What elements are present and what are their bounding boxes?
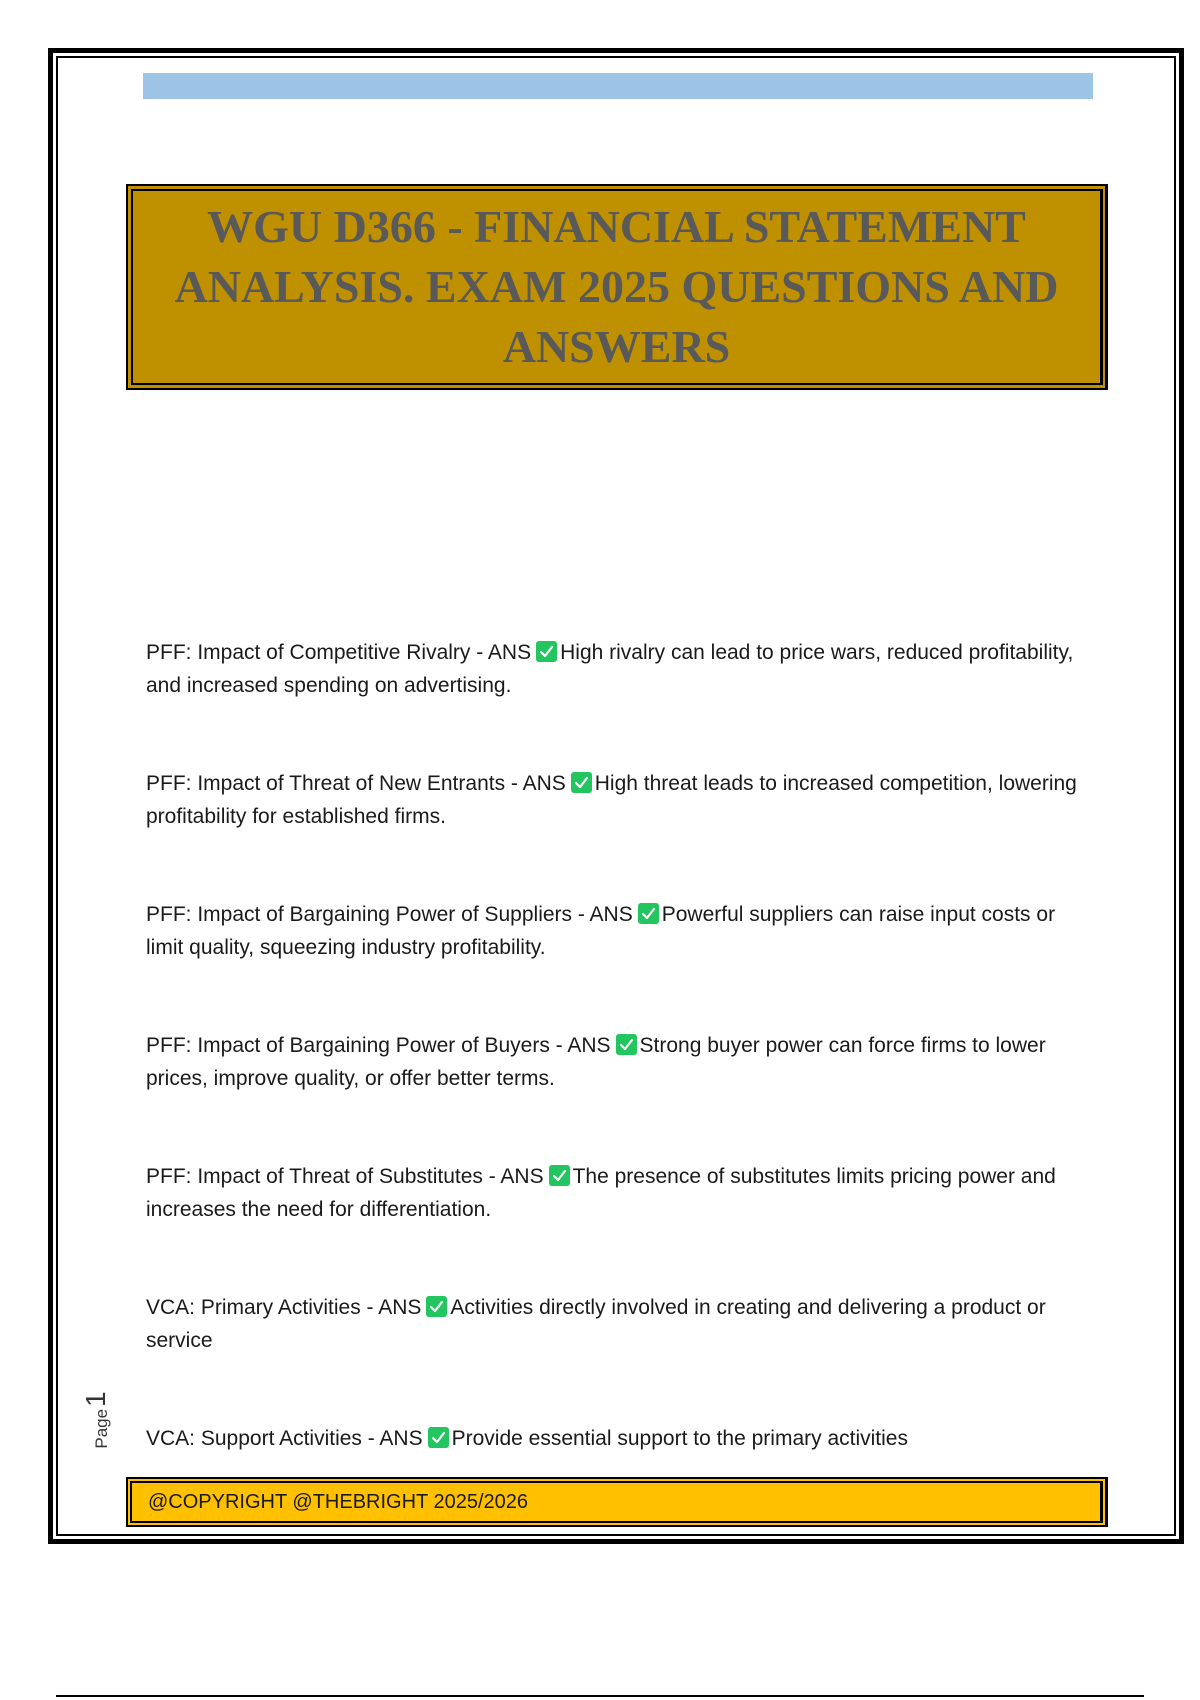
qa-answer: Activities directly involved in creating and delivering a product or service [146,1296,1046,1352]
qa-answer: High rivalry can lead to price wars, reduced profitability, and increased spending on advertising. [146,641,1074,697]
qa-item [146,1160,1086,1226]
check-box-icon [428,1427,449,1448]
qa-question: PFF: Impact of Threat of Substitutes - ANS [146,1165,544,1188]
qa-item [146,767,1086,833]
qa-answer: Strong buyer power can force firms to lower prices, improve quality, or offer better terms. [146,1034,1046,1090]
qa-question: VCA: Support Activities - ANS [146,1427,423,1450]
qa-question: PFF: Impact of Threat of New Entrants - ANS [146,772,566,795]
qa-question: PFF: Impact of Competitive Rivalry - ANS [146,641,532,664]
page-word: Page [92,1408,111,1449]
document-title: WGU D366 - FINANCIAL STATEMENT ANALYSIS. EXAM 2025 QUESTIONS AND ANSWERS [174,201,1059,372]
qa-question: VCA: Primary Activities - ANS [146,1296,422,1319]
qa-answer: High threat leads to increased competition, lowering profitability for established firms. [146,772,1077,828]
check-box-icon [549,1165,570,1186]
page-number-label [52,1391,112,1449]
check-box-icon [536,641,557,662]
qa-item [146,1422,1086,1455]
qa-answer: The presence of substitutes limits pricing power and increases the need for differentiation. [146,1165,1056,1221]
bottom-rule [56,1695,1144,1697]
qa-item [146,1291,1086,1357]
qa-question: PFF: Impact of Bargaining Power of Buyers - ANS [146,1034,611,1057]
footer-bar [126,1477,1108,1527]
title-box [126,184,1108,390]
page-number: 1 [80,1391,111,1407]
header-color-strip [143,73,1093,99]
copyright-text: @COPYRIGHT @THEBRIGHT 2025/2026 [148,1490,528,1513]
qa-answer: Provide essential support to the primary activities [451,1427,908,1450]
check-box-icon [616,1034,637,1055]
check-box-icon [638,903,659,924]
check-box-icon [571,772,592,793]
check-box-icon [426,1296,447,1317]
qa-item [146,1029,1086,1095]
qa-answer: Powerful suppliers can raise input costs or limit quality, squeezing industry profitability. [146,903,1056,959]
qa-item [146,636,1086,702]
qa-question: PFF: Impact of Bargaining Power of Suppliers - ANS [146,903,633,926]
qa-item [146,898,1086,964]
